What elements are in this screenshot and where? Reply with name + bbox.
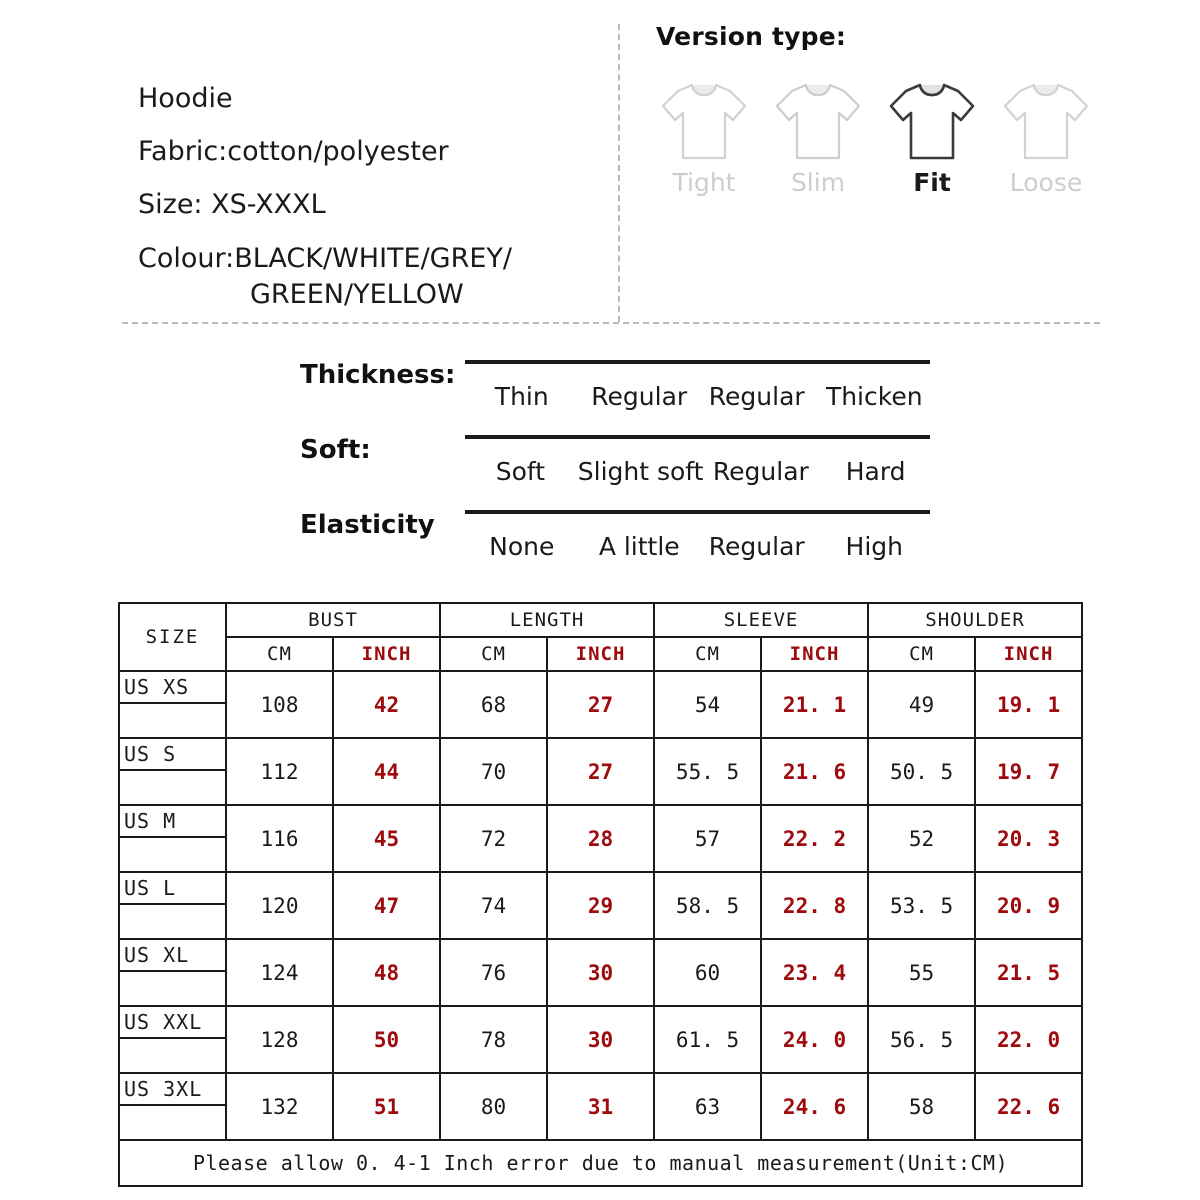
slider-option[interactable]: Thin (494, 382, 549, 411)
measurement-disclaimer: Please allow 0. 4-1 Inch error due to manual measurement(Unit:CM) (119, 1140, 1082, 1186)
cell-sleeve-cm: 61. 5 (654, 1006, 761, 1073)
attribute-sliders-section (0, 360, 1200, 585)
size-chart-table-wrapper (118, 602, 1081, 1187)
cell-sleeve-inch: 22. 8 (761, 872, 868, 939)
table-row (119, 872, 1082, 939)
table-header-units (119, 637, 1082, 671)
cell-size (119, 1073, 226, 1140)
column-group-bust: BUST (226, 603, 440, 637)
product-size (138, 178, 608, 231)
cell-shoulder-inch: 20. 3 (975, 805, 1082, 872)
vertical-dashed-divider (618, 24, 620, 322)
version-option-slim[interactable] (764, 78, 872, 197)
column-group-length: LENGTH (440, 603, 654, 637)
colour-value-row2 (138, 277, 608, 313)
table-footnote-row (119, 1140, 1082, 1186)
cell-bust-inch: 45 (333, 805, 440, 872)
slider-label: Elasticity (300, 510, 435, 540)
colour-value-line1: BLACK/WHITE/GREY/ (234, 243, 513, 274)
cell-size (119, 939, 226, 1006)
cell-length-cm: 78 (440, 1006, 547, 1073)
slider-label: Thickness: (300, 360, 456, 390)
cell-bust-cm: 108 (226, 671, 333, 738)
version-option-fit[interactable] (878, 78, 986, 197)
horizontal-dashed-divider (122, 322, 1100, 324)
cell-shoulder-cm: 50. 5 (868, 738, 975, 805)
slider-option[interactable]: Hard (845, 457, 906, 486)
version-option-label: Slim (790, 168, 846, 197)
cell-shoulder-inch: 20. 9 (975, 872, 1082, 939)
unit-header-cm: CM (868, 637, 975, 671)
cell-sleeve-inch: 23. 4 (761, 939, 868, 1006)
cell-length-inch: 28 (547, 805, 654, 872)
table-body (119, 671, 1082, 1186)
size-label-text: US 3XL (124, 1077, 203, 1101)
size-chart-table (118, 602, 1083, 1187)
size-label-text: US XS (124, 675, 190, 699)
slider-option[interactable]: Soft (495, 457, 546, 486)
size-underline (120, 970, 225, 972)
cell-sleeve-inch: 24. 6 (761, 1073, 868, 1140)
slider-option[interactable]: None (489, 532, 555, 561)
cell-shoulder-inch: 22. 0 (975, 1006, 1082, 1073)
column-group-sleeve: SLEEVE (654, 603, 868, 637)
cell-shoulder-cm: 58 (868, 1073, 975, 1140)
cell-sleeve-cm: 55. 5 (654, 738, 761, 805)
cell-length-inch: 30 (547, 1006, 654, 1073)
fabric-value: cotton/polyester (227, 136, 449, 167)
column-header-size: SIZE (119, 603, 226, 671)
cell-bust-inch: 48 (333, 939, 440, 1006)
table-row (119, 1006, 1082, 1073)
slider-option[interactable]: Regular (591, 382, 688, 411)
cell-bust-cm: 116 (226, 805, 333, 872)
version-option-label: Fit (913, 168, 951, 197)
cell-bust-inch: 42 (333, 671, 440, 738)
cell-sleeve-cm: 57 (654, 805, 761, 872)
slider-soft[interactable] (0, 435, 1200, 510)
cell-shoulder-inch: 19. 1 (975, 671, 1082, 738)
size-underline (120, 903, 225, 905)
cell-shoulder-cm: 56. 5 (868, 1006, 975, 1073)
colour-value-line2: GREEN/YELLOW (250, 279, 464, 310)
cell-size (119, 805, 226, 872)
slider-option[interactable]: Thicken (825, 382, 923, 411)
unit-header-cm: CM (440, 637, 547, 671)
table-row (119, 1073, 1082, 1140)
cell-sleeve-inch: 21. 1 (761, 671, 868, 738)
cell-length-inch: 29 (547, 872, 654, 939)
cell-length-cm: 76 (440, 939, 547, 1006)
tshirt-icon (764, 78, 872, 164)
cell-size (119, 872, 226, 939)
size-label-text: US XL (124, 943, 190, 967)
cell-size (119, 1006, 226, 1073)
slider-options (463, 457, 933, 486)
cell-size (119, 738, 226, 805)
tshirt-icon (650, 78, 758, 164)
cell-shoulder-cm: 52 (868, 805, 975, 872)
slider-thickness[interactable] (0, 360, 1200, 435)
size-label: Size: (138, 189, 203, 220)
cell-length-cm: 72 (440, 805, 547, 872)
cell-bust-inch: 47 (333, 872, 440, 939)
cell-bust-cm: 132 (226, 1073, 333, 1140)
cell-bust-cm: 128 (226, 1006, 333, 1073)
cell-sleeve-cm: 58. 5 (654, 872, 761, 939)
cell-length-cm: 70 (440, 738, 547, 805)
tshirt-icon (878, 78, 986, 164)
unit-header-inch: INCH (975, 637, 1082, 671)
product-colour (138, 241, 608, 313)
slider-elasticity[interactable] (0, 510, 1200, 585)
unit-header-cm: CM (654, 637, 761, 671)
product-fabric (138, 125, 608, 178)
slider-options (463, 382, 933, 411)
table-row (119, 805, 1082, 872)
slider-track[interactable] (465, 510, 930, 514)
unit-header-inch: INCH (333, 637, 440, 671)
cell-bust-inch: 51 (333, 1073, 440, 1140)
product-name: Hoodie (138, 83, 233, 114)
cell-length-cm: 68 (440, 671, 547, 738)
table-row (119, 671, 1082, 738)
cell-sleeve-cm: 60 (654, 939, 761, 1006)
size-underline (120, 769, 225, 771)
cell-bust-cm: 120 (226, 872, 333, 939)
cell-shoulder-cm: 53. 5 (868, 872, 975, 939)
size-underline (120, 836, 225, 838)
cell-bust-cm: 112 (226, 738, 333, 805)
cell-length-inch: 31 (547, 1073, 654, 1140)
cell-length-cm: 80 (440, 1073, 547, 1140)
table-row (119, 738, 1082, 805)
size-label-text: US S (124, 742, 177, 766)
version-option-tight[interactable] (650, 78, 758, 197)
tshirt-icon (992, 78, 1100, 164)
cell-sleeve-inch: 24. 0 (761, 1006, 868, 1073)
slider-option[interactable]: Slight soft (577, 457, 704, 486)
cell-bust-inch: 44 (333, 738, 440, 805)
size-label-text: US XXL (124, 1010, 203, 1034)
column-group-shoulder: SHOULDER (868, 603, 1082, 637)
table-row (119, 939, 1082, 1006)
cell-length-inch: 27 (547, 671, 654, 738)
cell-length-inch: 30 (547, 939, 654, 1006)
cell-size (119, 671, 226, 738)
slider-option[interactable]: Regular (712, 457, 809, 486)
cell-sleeve-cm: 63 (654, 1073, 761, 1140)
version-type-options (650, 78, 1100, 197)
cell-shoulder-inch: 22. 6 (975, 1073, 1082, 1140)
version-option-label: Tight (672, 168, 736, 197)
size-underline (120, 1037, 225, 1039)
size-value: XS-XXXL (211, 189, 326, 220)
cell-bust-inch: 50 (333, 1006, 440, 1073)
version-type-section (656, 22, 1096, 51)
unit-header-inch: INCH (761, 637, 868, 671)
unit-header-inch: INCH (547, 637, 654, 671)
size-underline (120, 702, 225, 704)
cell-bust-cm: 124 (226, 939, 333, 1006)
slider-option[interactable]: A little (598, 532, 680, 561)
colour-label: Colour: (138, 243, 235, 274)
cell-shoulder-inch: 19. 7 (975, 738, 1082, 805)
size-label-text: US M (124, 809, 177, 833)
cell-sleeve-inch: 21. 6 (761, 738, 868, 805)
cell-shoulder-cm: 49 (868, 671, 975, 738)
product-info-section (0, 0, 1200, 324)
cell-length-cm: 74 (440, 872, 547, 939)
version-option-loose[interactable] (992, 78, 1100, 197)
slider-options (463, 532, 933, 561)
size-underline (120, 1104, 225, 1106)
slider-option[interactable]: High (845, 532, 903, 561)
table-head (119, 603, 1082, 671)
version-option-label: Loose (1009, 168, 1083, 197)
cell-shoulder-inch: 21. 5 (975, 939, 1082, 1006)
version-type-title: Version type: (656, 22, 847, 51)
slider-track[interactable] (465, 435, 930, 439)
slider-track[interactable] (465, 360, 930, 364)
product-details (138, 72, 608, 313)
cell-length-inch: 27 (547, 738, 654, 805)
table-header-groups (119, 603, 1082, 637)
slider-option[interactable]: Regular (708, 532, 805, 561)
slider-option[interactable]: Regular (708, 382, 805, 411)
cell-shoulder-cm: 55 (868, 939, 975, 1006)
unit-header-cm: CM (226, 637, 333, 671)
cell-sleeve-cm: 54 (654, 671, 761, 738)
cell-sleeve-inch: 22. 2 (761, 805, 868, 872)
fabric-label: Fabric: (138, 136, 228, 167)
slider-label: Soft: (300, 435, 371, 465)
size-label-text: US L (124, 876, 177, 900)
